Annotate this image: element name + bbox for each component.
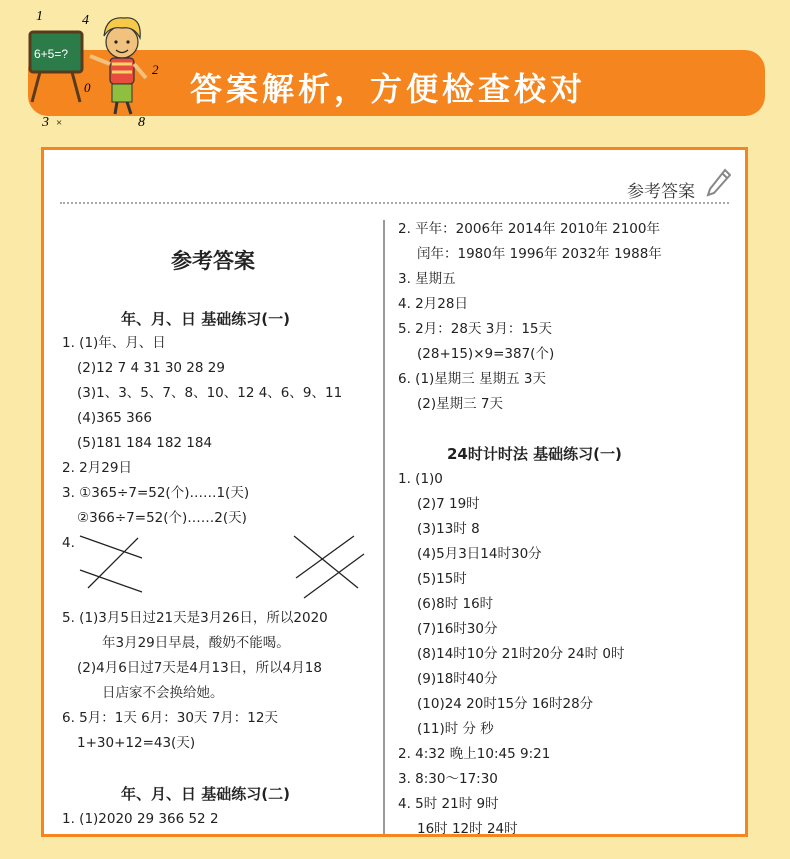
answer-line: (5)181 184 182 184 [77, 435, 213, 451]
chalkboard-text: 6+5=? [34, 47, 69, 61]
running-head: 参考答案 [627, 182, 695, 202]
answer-line: 3. ①365÷7=52(个)……1(天) [62, 485, 250, 501]
mascot-digit-8: 8 [138, 115, 145, 130]
answer-line: (3)1、3、5、7、8、10、12 4、6、9、11 [77, 385, 343, 401]
mascot-digit-4: 4 [82, 13, 89, 28]
answer-line: 4. 5时 21时 9时 [398, 796, 499, 812]
answer-line: (7)16时30分 [417, 621, 498, 637]
answer-line: (2)12 7 4 31 30 28 29 [77, 360, 225, 376]
answer-page [41, 147, 748, 837]
answer-line: 1. (1)0 [398, 471, 443, 487]
mascot-illustration [14, 2, 164, 132]
mascot-digit-1: 1 [36, 9, 43, 24]
answer-line: ②366÷7=52(个)……2(天) [77, 510, 247, 526]
answer-line: 闰年：1980年 1996年 2032年 1988年 [417, 246, 662, 262]
answer-line: (28+15)×9=387(个) [417, 346, 555, 362]
mascot-digit-0: 0 [84, 80, 91, 95]
answer-line: 1. (1)年、月、日 [62, 335, 166, 351]
answer-line: (2)星期三 7天 [417, 396, 504, 412]
dotted-divider [60, 202, 729, 204]
answer-line: 5. (1)3月5日过21天是3月26日，所以2020 [62, 610, 328, 626]
answer-line: (3)13时 8 [417, 521, 480, 537]
column-divider [383, 220, 385, 834]
banner-title: 答案解析，方便检查校对 [190, 70, 587, 108]
answer-line: 3. 星期五 [398, 271, 456, 287]
answer-line: (10)24 20时15分 16时28分 [417, 696, 594, 712]
section-title-year-month-day-2: 年、月、日 基础练习(二) [121, 785, 290, 803]
answer-line: 3. 8:30～17:30 [398, 771, 498, 787]
section-title-24-hour: 24时计时法 基础练习(一) [447, 445, 622, 463]
answer-line: 4. 2月28日 [398, 296, 468, 312]
answer-line: 6. 5月：1天 6月：30天 7月：12天 [62, 710, 278, 726]
section-title-year-month-day-1: 年、月、日 基础练习(一) [121, 310, 290, 328]
pencil-icon [705, 168, 731, 198]
answer-line: 5. 2月：28天 3月：15天 [398, 321, 552, 337]
answer-line: (6)8时 16时 [417, 596, 494, 612]
main-title: 参考答案 [171, 249, 255, 273]
answer-line: 2. 平年：2006年 2014年 2010年 2100年 [398, 221, 660, 237]
line-figure-left [78, 532, 158, 602]
answer-line: (11)时 分 秒 [417, 721, 494, 737]
answer-line: (4)365 366 [77, 410, 152, 426]
mascot-digit-2: 2 [152, 62, 159, 77]
answer-line: 1. (1)2020 29 366 52 2 [62, 811, 219, 827]
answer-line: (5)15时 [417, 571, 467, 587]
answer-line: (2)4月6日过7天是4月13日，所以4月18 [77, 660, 322, 676]
answer-line: 2. 4:32 晚上10:45 9:21 [398, 746, 551, 762]
answer-line: (2)7 19时 [417, 496, 480, 512]
answer-line: 16时 12时 24时 [417, 821, 518, 837]
answer-line: (4)5月3日14时30分 [417, 546, 542, 562]
answer-line: 1+30+12=43(天) [77, 735, 196, 751]
mascot-digit-3: 3 [42, 115, 49, 130]
answer-line: (9)18时40分 [417, 671, 498, 687]
answer-line: 6. (1)星期三 星期五 3天 [398, 371, 546, 387]
answer-line: (8)14时10分 21时20分 24时 0时 [417, 646, 625, 662]
line-figure-right [290, 532, 370, 602]
answer-line: 4. [62, 535, 75, 551]
answer-line: 2. 2月29日 [62, 460, 132, 476]
mascot-times-sign: × [56, 117, 63, 129]
answer-line: 年3月29日早晨，酸奶不能喝。 [102, 635, 290, 651]
answer-line: 日店家不会换给她。 [102, 685, 224, 701]
